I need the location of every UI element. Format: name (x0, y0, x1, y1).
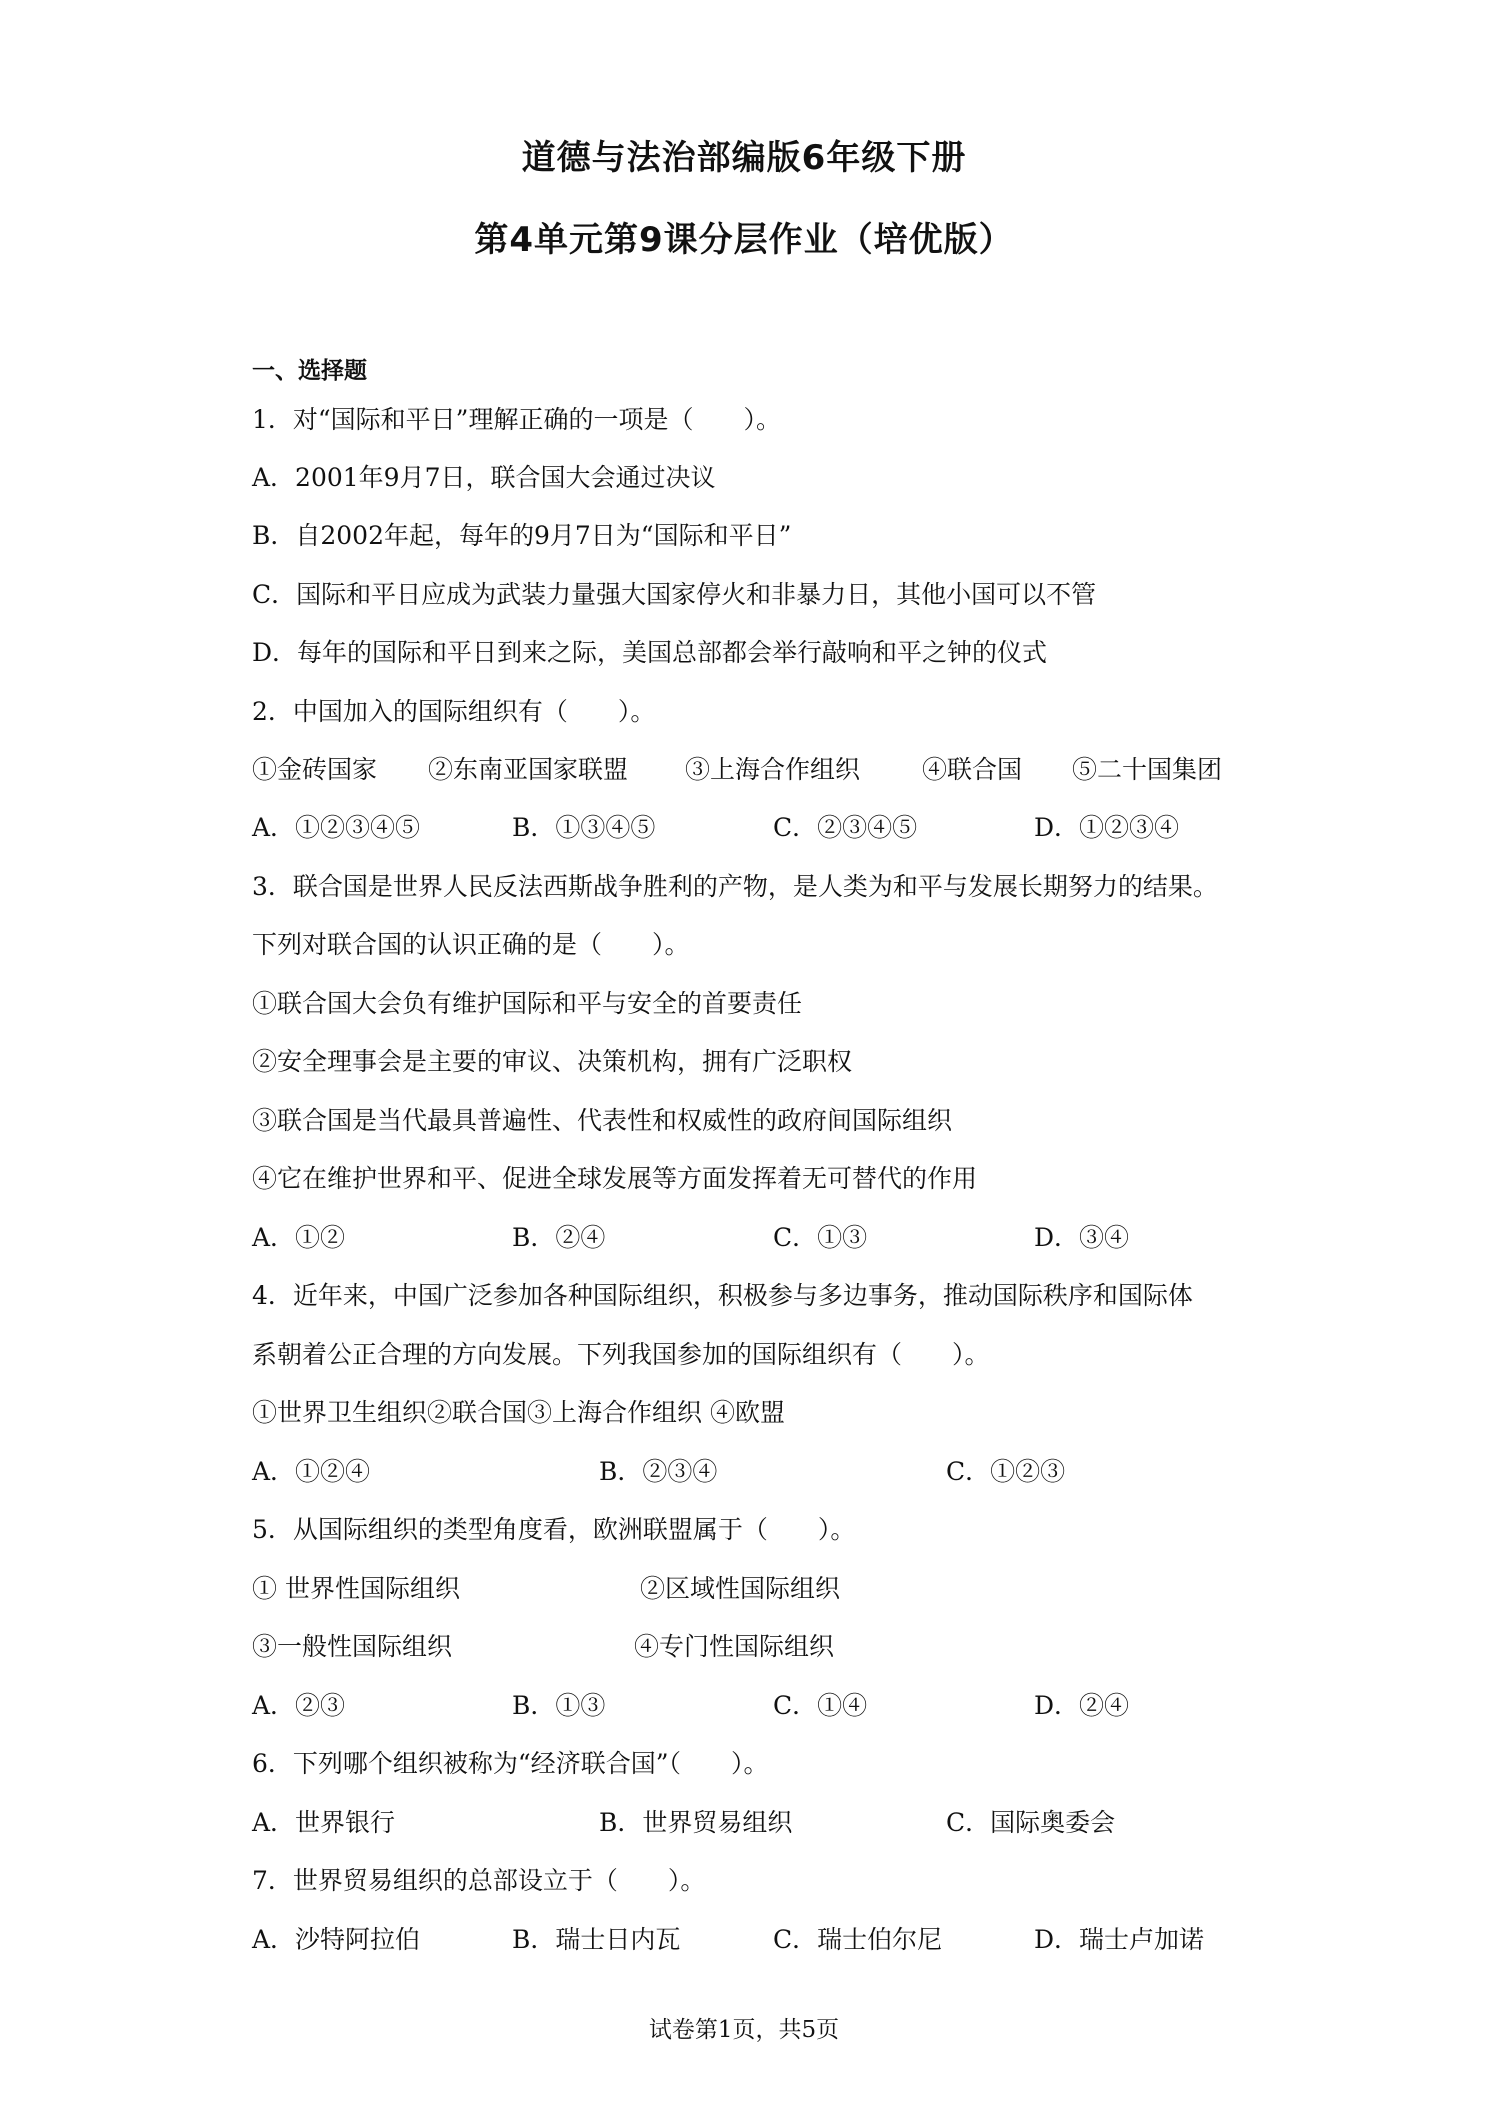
question-3-statement-2: ②安全理事会是主要的审议、决策机构，拥有广泛职权 (252, 1047, 853, 1076)
question-1-option-a: A．2001年9月7日，联合国大会通过决议 (252, 463, 716, 492)
question-3-option-d: D．③④ (1034, 1223, 1130, 1252)
question-2-item: ①金砖国家 (252, 755, 378, 784)
question-3-statement-4: ④它在维护世界和平、促进全球发展等方面发挥着无可替代的作用 (252, 1164, 978, 1193)
question-1-stem: 1．对“国际和平日”理解正确的一项是（ ）。 (252, 405, 781, 434)
page-title: 道德与法治部编版6年级下册 (521, 138, 967, 178)
question-6-option-c: C．国际奥委会 (946, 1808, 1116, 1837)
question-4-stem: 4．近年来，中国广泛参加各种国际组织，积极参与多边事务，推动国际秩序和国际体 (252, 1281, 1193, 1310)
question-3-option-a: A．①② (252, 1223, 346, 1252)
question-5-statement-2: ②区域性国际组织 (640, 1574, 841, 1603)
question-5-statement-4: ④专门性国际组织 (634, 1632, 835, 1661)
question-4-stem-continued: 系朝着公正合理的方向发展。下列我国参加的国际组织有（ ）。 (252, 1340, 990, 1369)
question-5-option-c: C．①④ (773, 1691, 868, 1720)
question-3-option-c: C．①③ (773, 1223, 868, 1252)
question-3-stem-continued: 下列对联合国的认识正确的是（ ）。 (252, 930, 690, 959)
question-5-statement-3: ③一般性国际组织 (252, 1632, 453, 1661)
question-2-item: ④联合国 (922, 755, 1023, 784)
question-2-item: ②东南亚国家联盟 (428, 755, 629, 784)
question-3-statement-3: ③联合国是当代最具普遍性、代表性和权威性的政府间国际组织 (252, 1106, 953, 1135)
question-2-option-c: C．②③④⑤ (773, 813, 918, 842)
question-2-option-b: B．①③④⑤ (512, 813, 656, 842)
question-7-option-b: B．瑞士日内瓦 (512, 1925, 681, 1954)
page-subtitle: 第4单元第9课分层作业（培优版） (474, 220, 1014, 260)
question-1-option-b: B．自2002年起，每年的9月7日为“国际和平日” (252, 521, 792, 550)
question-2-option-a: A．①②③④⑤ (252, 813, 421, 842)
question-7-stem: 7．世界贸易组织的总部设立于（ ）。 (252, 1866, 706, 1895)
question-3-statement-1: ①联合国大会负有维护国际和平与安全的首要责任 (252, 989, 803, 1018)
question-4-option-a: A．①②④ (252, 1457, 371, 1486)
question-4-option-b: B．②③④ (599, 1457, 718, 1486)
question-5-option-b: B．①③ (512, 1691, 606, 1720)
question-3-option-b: B．②④ (512, 1223, 606, 1252)
question-5-option-a: A．②③ (252, 1691, 346, 1720)
question-3-stem: 3．联合国是世界人民反法西斯战争胜利的产物，是人类为和平与发展长期努力的结果。 (252, 872, 1218, 901)
question-5-statement-1: ① 世界性国际组织 (252, 1574, 460, 1603)
question-5-option-d: D．②④ (1034, 1691, 1130, 1720)
question-5-stem: 5．从国际组织的类型角度看，欧洲联盟属于（ ）。 (252, 1515, 856, 1544)
page-footer: 试卷第1页，共5页 (648, 2017, 840, 2043)
question-6-option-b: B．世界贸易组织 (599, 1808, 793, 1837)
question-7-option-d: D．瑞士卢加诺 (1034, 1925, 1205, 1954)
question-2-item: ③上海合作组织 (685, 755, 861, 784)
question-6-option-a: A．世界银行 (252, 1808, 396, 1837)
question-2-item: ⑤二十国集团 (1072, 755, 1223, 784)
section-heading: 一、选择题 (252, 358, 367, 384)
question-7-option-c: C．瑞士伯尔尼 (773, 1925, 943, 1954)
question-1-option-d: D．每年的国际和平日到来之际，美国总部都会举行敲响和平之钟的仪式 (252, 638, 1048, 667)
question-4-items: ①世界卫生组织②联合国③上海合作组织 ④欧盟 (252, 1398, 785, 1427)
question-1-option-c: C．国际和平日应成为武装力量强大国家停火和非暴力日，其他小国可以不管 (252, 580, 1097, 609)
question-2-stem: 2．中国加入的国际组织有（ ）。 (252, 697, 656, 726)
question-7-option-a: A．沙特阿拉伯 (252, 1925, 421, 1954)
question-6-stem: 6．下列哪个组织被称为“经济联合国”（ ）。 (252, 1749, 769, 1778)
question-2-option-d: D．①②③④ (1034, 813, 1180, 842)
question-4-option-c: C．①②③ (946, 1457, 1066, 1486)
